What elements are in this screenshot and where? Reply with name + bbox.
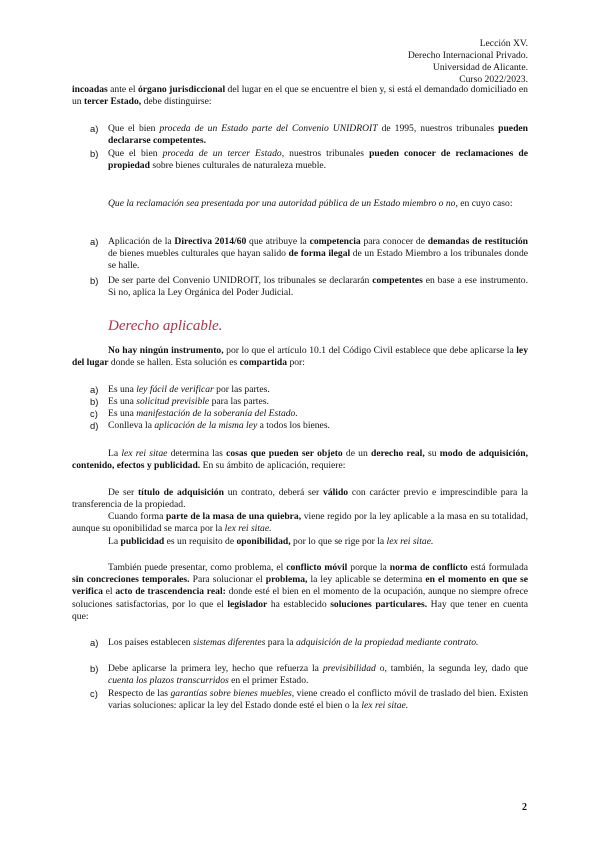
text: por: (287, 357, 305, 369)
text: Respecto de las (108, 688, 171, 699)
text-bold: soluciones particulares. (330, 598, 428, 610)
text: donde esté el bien en el momento de la ocupación, aunque no siempre ofrece soluciones satisfactorias, por lo que el (72, 586, 528, 610)
text-bold: en el momento en que se verifica (72, 574, 529, 598)
text: de un Estado Miembro a los tribunales donde se halle. (108, 248, 528, 272)
text: Que el bien (108, 148, 163, 159)
text-italic: cuenta los plazos transcurridos (108, 675, 229, 687)
text-bold: pueden conocer de reclamaciones de propiedad (108, 148, 528, 172)
text: de bienes muebles culturales que hayan salido (108, 248, 289, 260)
text: También puede presentar, como problema, el (108, 562, 287, 573)
text: en cuyo caso: (457, 198, 513, 209)
text-bold: de forma ilegal (288, 248, 351, 260)
text: un contrato, deberá ser (223, 487, 324, 498)
list-marker: a) (90, 384, 99, 395)
text-bold: Directiva 2014/60 (174, 236, 247, 247)
header-line: Lección XV. (479, 38, 528, 49)
text-bold: válido (323, 487, 349, 498)
quiebra-paragraph (72, 511, 528, 535)
list-marker: b) (90, 148, 99, 159)
text-italic: proceda de un Estado parte del Convenio UNIDROIT (159, 123, 378, 134)
text: demandado domiciliado en un (72, 84, 528, 108)
list-item (90, 408, 528, 420)
text: Es una (108, 396, 137, 407)
list-marker: c) (90, 688, 98, 699)
text: de 1995, nuestros tribunales (377, 123, 499, 134)
text-bold: derecho real, (371, 448, 425, 459)
text-italic: lex rei sitae (121, 448, 168, 459)
titulo-paragraph (72, 487, 528, 511)
list-marker: a) (90, 123, 99, 134)
page-header (408, 38, 528, 86)
text-bold: modo de adquisición, contenido, efectos y publicidad. (72, 448, 528, 472)
list-marker: b) (90, 275, 99, 286)
text-bold: demandas de restitución (427, 236, 528, 247)
section-title: Derecho aplicable. (108, 318, 223, 334)
text-bold: compartida (239, 357, 288, 369)
text-bold: oponibilidad, (236, 536, 291, 547)
text-italic: sistemas diferentes (192, 637, 266, 648)
text: ante el (107, 84, 138, 95)
text-bold: título de adquisición (137, 487, 224, 498)
text: nuestros tribunales (284, 148, 370, 159)
list-marker: a) (90, 637, 99, 648)
text: De ser (108, 487, 138, 498)
text: el (102, 586, 116, 598)
text: viene creado el conflicto móvil de traslado del bien. Existen varias soluciones: aplicar la ley del Estado donde esté el bien o la (108, 688, 528, 712)
text: Conlleva la (108, 420, 155, 431)
text-bold: tercer Estado, (84, 96, 142, 108)
list-marker: b) (90, 663, 99, 674)
list-item (90, 384, 528, 396)
text: ha establecido (267, 598, 331, 610)
text: en el primer Estado. (228, 675, 309, 687)
text: debe distinguirse: (141, 96, 212, 108)
text-italic: previsibilidad (322, 663, 376, 674)
list-marker: c) (90, 408, 98, 419)
list-marker: d) (90, 420, 99, 431)
text: para conocer de (360, 236, 428, 247)
list-item (90, 148, 528, 172)
list-item (90, 637, 528, 649)
text: o, también, la segunda ley, dado que (375, 663, 528, 674)
text-bold: competencia (309, 236, 361, 247)
text-bold: legislador (227, 598, 268, 610)
list-item (90, 123, 528, 147)
text-bold: norma de conflicto (389, 562, 468, 573)
text: Hay que tener en cuenta que: (72, 598, 528, 622)
list-item (90, 688, 528, 712)
text: para las partes. (209, 396, 269, 407)
text-bold: conflicto móvil (286, 562, 348, 573)
text: De ser parte del Convenio UNIDROIT, los tribunales se declararán (108, 275, 373, 286)
text-bold: parte de la masa de una quiebra, (165, 511, 302, 522)
list-item (90, 420, 528, 432)
text-italic: lex rei sitae. (224, 523, 272, 535)
text-italic: aplicación de la misma ley (154, 420, 258, 431)
text: Es una (108, 384, 137, 395)
list-marker: b) (90, 396, 99, 407)
text: determina las (167, 448, 227, 459)
text: por las partes. (213, 384, 270, 395)
text-bold: competentes (372, 275, 423, 286)
text: la ley aplicable se determina (307, 574, 426, 586)
applicable-paragraph (72, 345, 528, 369)
text: sobre bienes culturales de naturaleza mueble. (149, 160, 327, 172)
list-marker: a) (90, 236, 99, 247)
text: es un requisito de (164, 536, 237, 547)
text: En su ámbito de aplicación, requiere: (200, 460, 346, 472)
list-item (90, 663, 528, 687)
text: del lugar en el que se encuentre el bien y, si está el (225, 84, 422, 95)
text: para la (265, 637, 297, 648)
text: de un (342, 448, 371, 459)
text-italic: Que la reclamación sea presentada por una autoridad pública de un Estado miembro o no, (108, 198, 458, 209)
text: donde se hallen. Esta solución es (108, 357, 240, 369)
lex-paragraph (72, 448, 528, 472)
text: La (108, 448, 122, 459)
header-line: Curso 2022/2023. (459, 74, 528, 85)
text-bold: problema, (265, 574, 308, 586)
text: a todos los bienes. (257, 420, 330, 431)
text: por lo que el artículo 10.1 del Código Civil establece que debe aplicarse la (223, 345, 517, 356)
text: porque la (347, 562, 390, 573)
text: que atribuye la (246, 236, 310, 247)
text: su (424, 448, 440, 459)
text-bold: cosas que pueden ser objeto (226, 448, 343, 459)
publicidad-paragraph (72, 536, 528, 548)
page-number: 2 (522, 802, 527, 813)
list-item (90, 396, 528, 408)
text: Cuando forma (108, 511, 166, 522)
text-italic: adquisición de la propiedad mediante contrato. (296, 637, 479, 648)
claim-paragraph (72, 198, 528, 210)
header-line: Derecho Internacional Privado. (407, 50, 528, 61)
text-italic: manifestación de la soberanía del Estado. (136, 408, 298, 419)
text-italic: garantías sobre bienes muebles, (170, 688, 295, 699)
list-item (90, 275, 528, 299)
text-italic: solicitud previsible (136, 396, 210, 407)
text-bold: ley del lugar (72, 345, 528, 369)
text-italic: lex rei sitae. (386, 536, 434, 547)
text: Aplicación de la (108, 236, 175, 247)
text: con carácter previo e imprescindible para la transferencia de la propiedad. (72, 487, 529, 511)
text: en base a ese instrumento. Si no, aplica la Ley Orgánica del Poder Judicial. (108, 275, 528, 299)
text: Que el bien (108, 123, 160, 134)
text: Para solucionar el (189, 574, 266, 586)
movil-paragraph (72, 562, 528, 623)
text-bold: órgano jurisdiccional (137, 84, 226, 95)
text-italic: ley fácil de verificar (136, 384, 214, 395)
header-line: Universidad de Alicante. (432, 62, 528, 73)
intro-paragraph (72, 84, 528, 108)
text-bold: acto de trascendencia real: (115, 586, 226, 598)
text: está formulada (467, 562, 528, 573)
text-bold: publicidad (120, 536, 165, 547)
text-bold: incoadas (72, 84, 108, 95)
text: Es una (108, 408, 137, 419)
text: La (108, 536, 121, 547)
text-italic: lex rei sitae. (361, 700, 409, 712)
text-bold: sin concreciones temporales. (72, 574, 190, 586)
text: por lo que se rige por la (290, 536, 387, 547)
text-italic: proceda de un tercer Estado, (162, 148, 285, 159)
text-bold: No hay ningún instrumento, (108, 345, 224, 356)
list-item (90, 236, 528, 273)
text: viene regido por la ley aplicable a la masa en su totalidad, aunque su oponibilidad se marca por la (72, 511, 528, 535)
text-bold: pueden declararse competentes. (108, 123, 528, 147)
text: Debe aplicarse la primera ley, hecho que refuerza la (108, 663, 323, 674)
text: Los países establecen (108, 637, 193, 648)
